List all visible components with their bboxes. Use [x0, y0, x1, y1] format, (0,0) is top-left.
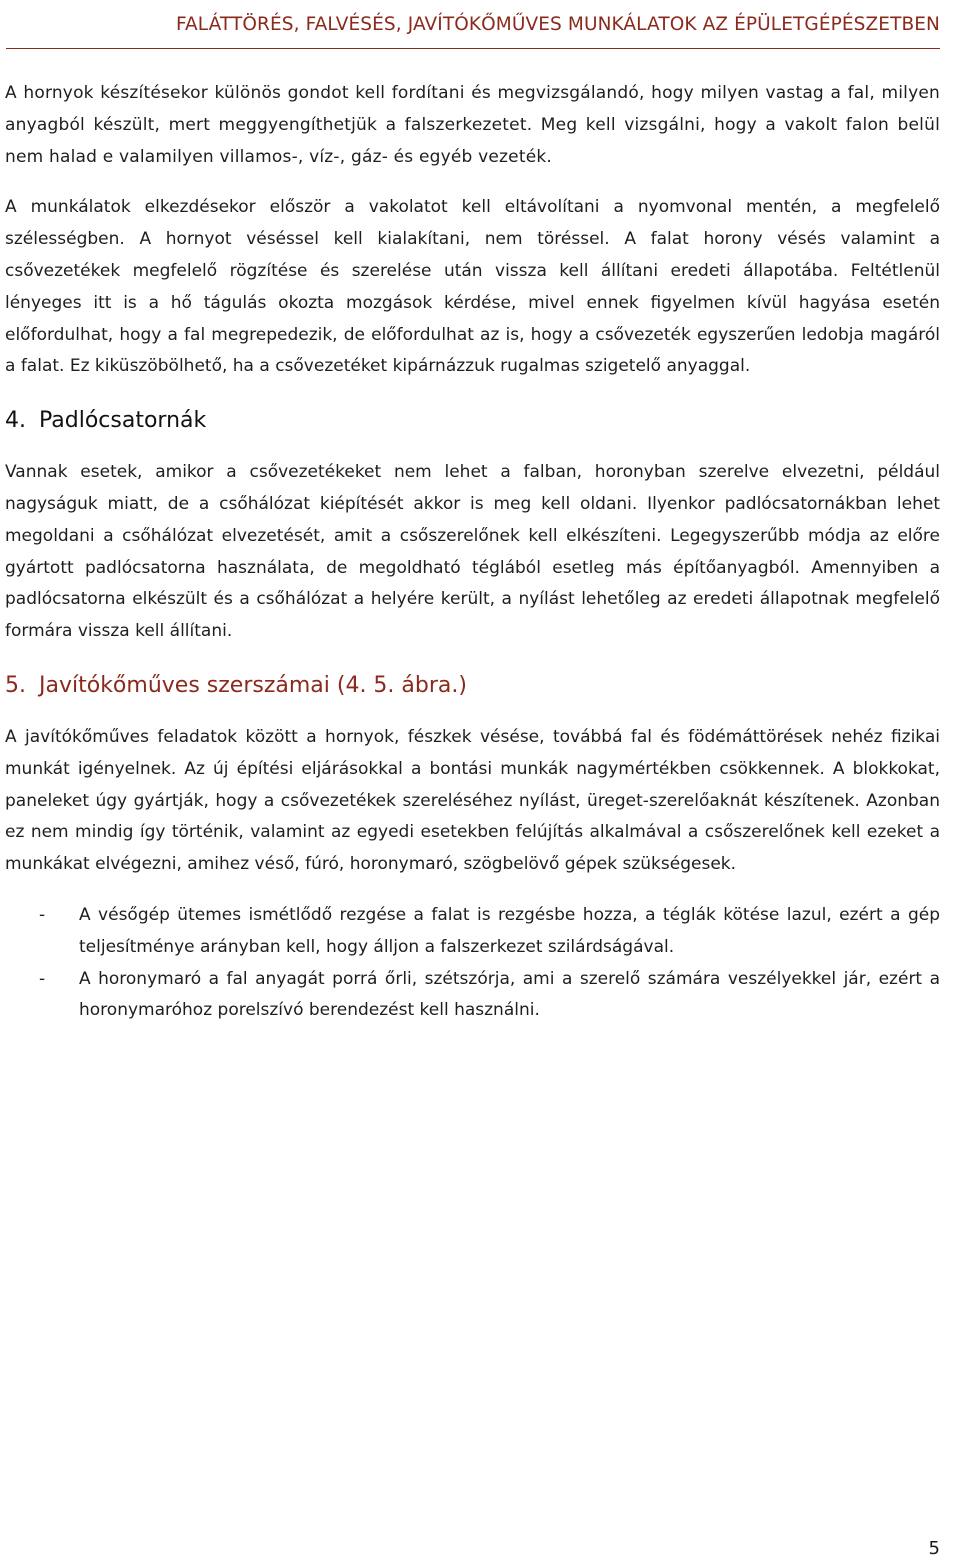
dash-bullet: - — [39, 968, 46, 989]
running-header: FALÁTTÖRÉS, FALVÉSÉS, JAVÍTÓKŐMŰVES MUNKÁLATOK AZ ÉPÜLETGÉPÉSZETBEN — [175, 14, 940, 35]
section-4-title: Padlócsatornák — [39, 408, 207, 434]
intro-paragraph-1: A hornyok készítésekor különös gondot kell fordítani és megvizsgálandó, hogy milyen vastag a fal, milyen anyagból készült, mert meggyengíthetjük a falszerkezetet. Meg kell vizsgálni, hogy a vakolt falon belül nem halad e valamilyen villamos-, víz-, gáz- és egyéb vezeték. — [5, 83, 940, 167]
page-number: 5 — [928, 1538, 940, 1559]
section-5-heading — [5, 670, 940, 702]
page-body — [5, 78, 940, 1027]
section-4-heading — [5, 405, 940, 437]
section-4-paragraph: Vannak esetek, amikor a csővezetékeket nem lehet a falban, horonyban szerelve elvezetni, például nagyságuk miatt, de a csőhálózat kiépítését akkor is meg kell oldani. Ilyenkor padlócsatornákban lehet megoldani a csőhálózat elvezetését, amit a csőszerelőnek kell elkészíteni. Legegyszerűbb módja az előre gyártott padlócsatorna használata, de megoldható téglából esetleg más építőanyagból. Amennyiben a padlócsatorna elkészült és a csőhálózat a helyére került, a nyílást lehetőleg az eredeti állapotnak megfelelő formára vissza kell állítani. — [5, 462, 940, 642]
list-item — [5, 964, 940, 1028]
list-item-text: A vésőgép ütemes ismétlődő rezgése a falat is rezgésbe hozza, a téglák kötése lazul, ezért a gép teljesítménye arányban kell, hogy álljon a falszerkezet szilárdságával. — [79, 904, 940, 957]
section-5-paragraph: A javítókőműves feladatok között a hornyok, fészkek vésése, továbbá fal és födémáttörések nehéz fizikai munkát igényelnek. Az új építési eljárásokkal a bontási munkák nagymértékben csökkennek. A blokkokat, paneleket úgy gyártják, hogy a csővezetékek szereléséhez nyílást, üreget-szerelőaknát készítenek. Azonban ez nem mindig így történik, valamint az egyedi esetekben felújítás alkalmával a csőszerelőnek kell ezeket a munkákat elvégezni, amihez véső, fúró, horonymaró, szögbelövő gépek szükségesek. — [5, 726, 940, 875]
list-item — [5, 900, 940, 964]
intro-paragraph-2: A munkálatok elkezdésekor először a vakolatot kell eltávolítani a nyomvonal mentén, a megfelelő szélességben. A hornyot véséssel kell kialakítani, nem töréssel. A falat horony vésés valamint a csővezetékek megfelelő rögzítése és szerelése után vissza kell állítani eredeti állapotába. Feltétlenül lényeges itt is a hő tágulás okozta mozgások kérdése, mivel ennek figyelmen kívül hagyása esetén előfordulhat, hogy a fal megrepedezik, de előfordulhat az is, hogy a csővezeték egyszerűen ledobja magáról a falat. Ez kiküszöbölhető, ha a csővezetéket kipárnázzuk rugalmas szigetelő anyaggal. — [5, 197, 940, 377]
list-item-text: A horonymaró a fal anyagát porrá őrli, szétszórja, ami a szerelő számára veszélyekkel jár, ezért a horonymaróhoz porelszívó berendezést kell használni. — [79, 968, 940, 1021]
header-divider — [6, 48, 940, 49]
section-5-title: Javítókőműves szerszámai (4. 5. ábra.) — [39, 672, 467, 698]
section-5-number: 5. — [5, 672, 26, 698]
tool-list — [5, 900, 940, 1027]
dash-bullet: - — [39, 904, 46, 925]
section-4-number: 4. — [5, 408, 26, 434]
